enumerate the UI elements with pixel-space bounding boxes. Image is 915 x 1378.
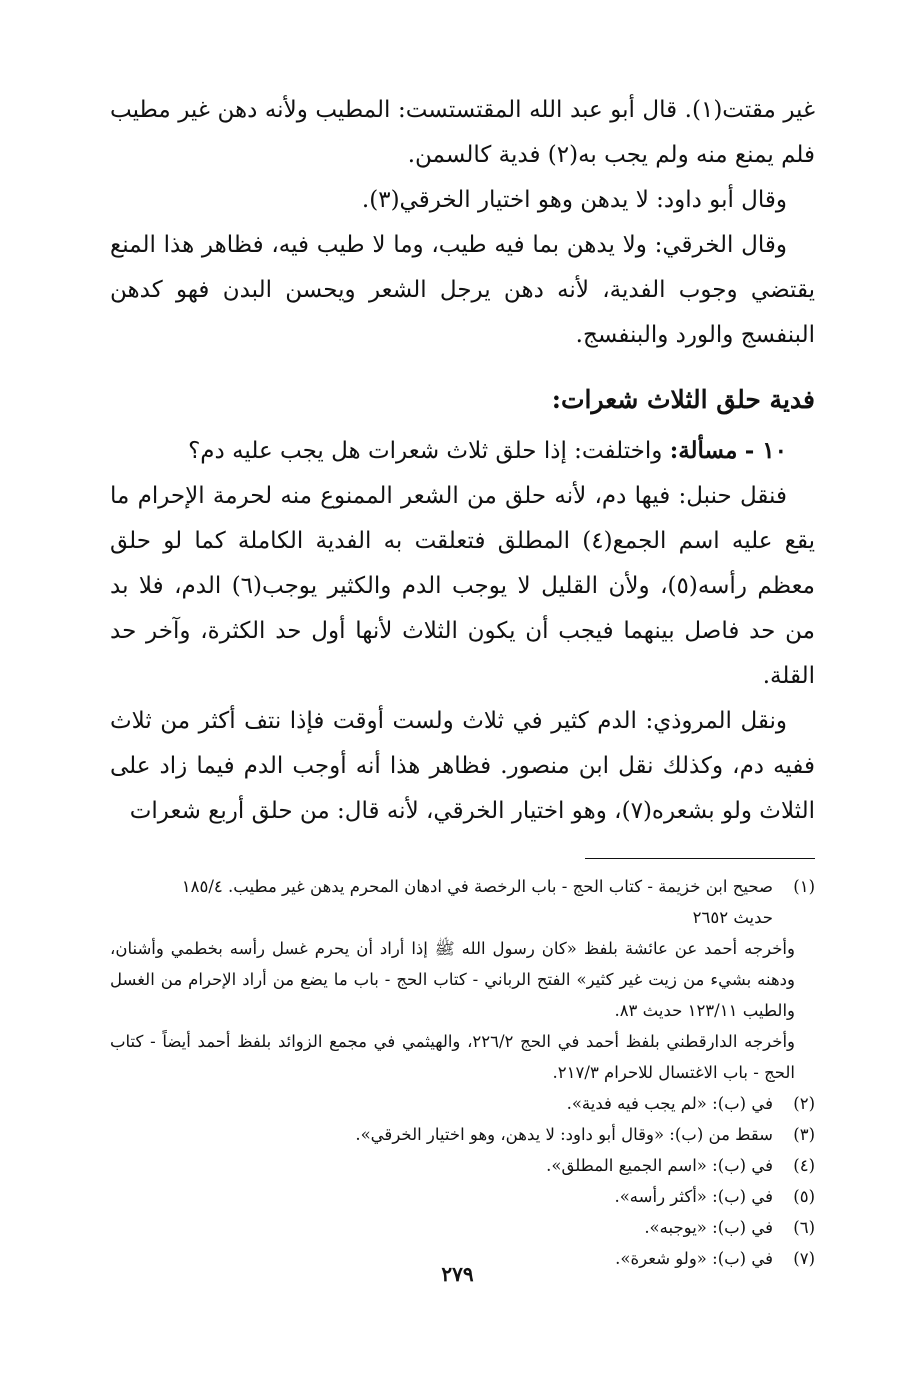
footnote-text: في (ب): «أكثر رأسه». bbox=[614, 1187, 773, 1206]
footnote-number: (٣) bbox=[793, 1125, 815, 1144]
footnote-line: صحيح ابن خزيمة - كتاب الحج - باب الرخصة في ادهان المحرم يدهن غير مطيب. ١٨٥/٤ bbox=[181, 877, 773, 896]
paragraph-5: ونقل المروذي: الدم كثير في ثلاث ولست أوقت فإذا نتف أكثر من ثلاث ففيه دم، وكذلك نقل ابن منصور. فظاهر هذا أنه أوجب الدم فيما زاد على الثلاث ولو بشعره(٧)، وهو اختيار الخرقي، لأنه قال: من حلق أربع شعرات bbox=[110, 708, 815, 824]
page-number: ٢٧٩ bbox=[441, 1262, 474, 1286]
page-content bbox=[110, 88, 815, 1274]
footnote-number: (٧) bbox=[793, 1249, 815, 1268]
footnote-number: (١) bbox=[793, 877, 815, 896]
masala-text: واختلفت: إذا حلق ثلاث شعرات هل يجب عليه دم؟ bbox=[188, 438, 663, 464]
footnotes bbox=[110, 871, 815, 1274]
footnote-1-sub-1: وأخرجه أحمد عن عائشة بلفظ «كان رسول الله ﷺ إذا أراد أن يحرم غسل رأسه بخطمي وأشنان، ودهنه بشيء من زيت غير كثير» الفتح الرباني - كتاب الحج - باب ما يضع من أراد الإحرام من الغسل والطيب ١٢٣/١١ حديث ٨٣. bbox=[110, 939, 795, 1020]
footnote-divider bbox=[585, 858, 815, 859]
footnote-4 bbox=[110, 1150, 815, 1181]
paragraph-4: فنقل حنبل: فيها دم، لأنه حلق من الشعر الممنوع منه لحرمة الإحرام ما يقع عليه اسم الجمع(٤) المطلق فتعلقت به الفدية الكاملة كما لو حلق معظم رأسه(٥)، ولأن القليل لا يوجب الدم والكثير يوجب(٦) الدم، فلا بد من حد فاصل بينهما فيجب أن يكون الثلاث لأنها أول حد الكثرة، وآخر حد القلة. bbox=[110, 483, 815, 689]
footnote-text: في (ب): «ولو شعرة». bbox=[615, 1249, 773, 1268]
footnote-number: (٤) bbox=[793, 1156, 815, 1175]
paragraph-2: وقال أبو داود: لا يدهن وهو اختيار الخرقي(٣). bbox=[361, 187, 787, 213]
footnote-1 bbox=[110, 871, 815, 933]
footnote-6 bbox=[110, 1212, 815, 1243]
footnote-text: في (ب): «اسم الجميع المطلق». bbox=[546, 1156, 773, 1175]
footnote-1-sub-2: وأخرجه الدارقطني بلفظ أحمد في الحج ٢٢٦/٢، والهيثمي في مجمع الزوائد بلفظ أحمد أيضاً - كتاب الحج - باب الاغتسال للاحرام ٢١٧/٣. bbox=[110, 1032, 795, 1082]
footnote-number: (٥) bbox=[793, 1187, 815, 1206]
footnote-text: في (ب): «لم يجب فيه فدية». bbox=[566, 1094, 773, 1113]
paragraph-3: وقال الخرقي: ولا يدهن بما فيه طيب، وما لا طيب فيه، فظاهر هذا المنع يقتضي وجوب الفدية، لأنه دهن يرجل الشعر ويحسن البدن فهو كدهن البنفسج والورد والبنفسج. bbox=[110, 232, 815, 348]
footnote-number: (٦) bbox=[793, 1218, 815, 1237]
masala-line bbox=[110, 428, 815, 474]
paragraph-1: غير مقتت(١). قال أبو عبد الله المقتستست: المطيب ولأنه دهن غير مطيب فلم يمنع منه ولم يجب به(٢) فدية كالسمن. bbox=[110, 97, 815, 168]
footnote-text: في (ب): «يوجبه». bbox=[644, 1218, 773, 1237]
footnote-3 bbox=[110, 1119, 815, 1150]
footnote-number: (٢) bbox=[793, 1094, 815, 1113]
footnote-line: حديث ٢٦٥٢ bbox=[692, 908, 773, 927]
footnote-body bbox=[110, 871, 773, 933]
footnote-5 bbox=[110, 1181, 815, 1212]
masala-word: مسألة: bbox=[669, 437, 738, 464]
section-heading: فدية حلق الثلاث شعرات: bbox=[551, 385, 815, 414]
footnote-2 bbox=[110, 1088, 815, 1119]
main-text bbox=[110, 88, 815, 834]
footnote-text: سقط من (ب): «وقال أبو داود: لا يدهن، وهو اختيار الخرقي». bbox=[355, 1125, 773, 1144]
masala-number: ١٠ - bbox=[744, 437, 787, 464]
